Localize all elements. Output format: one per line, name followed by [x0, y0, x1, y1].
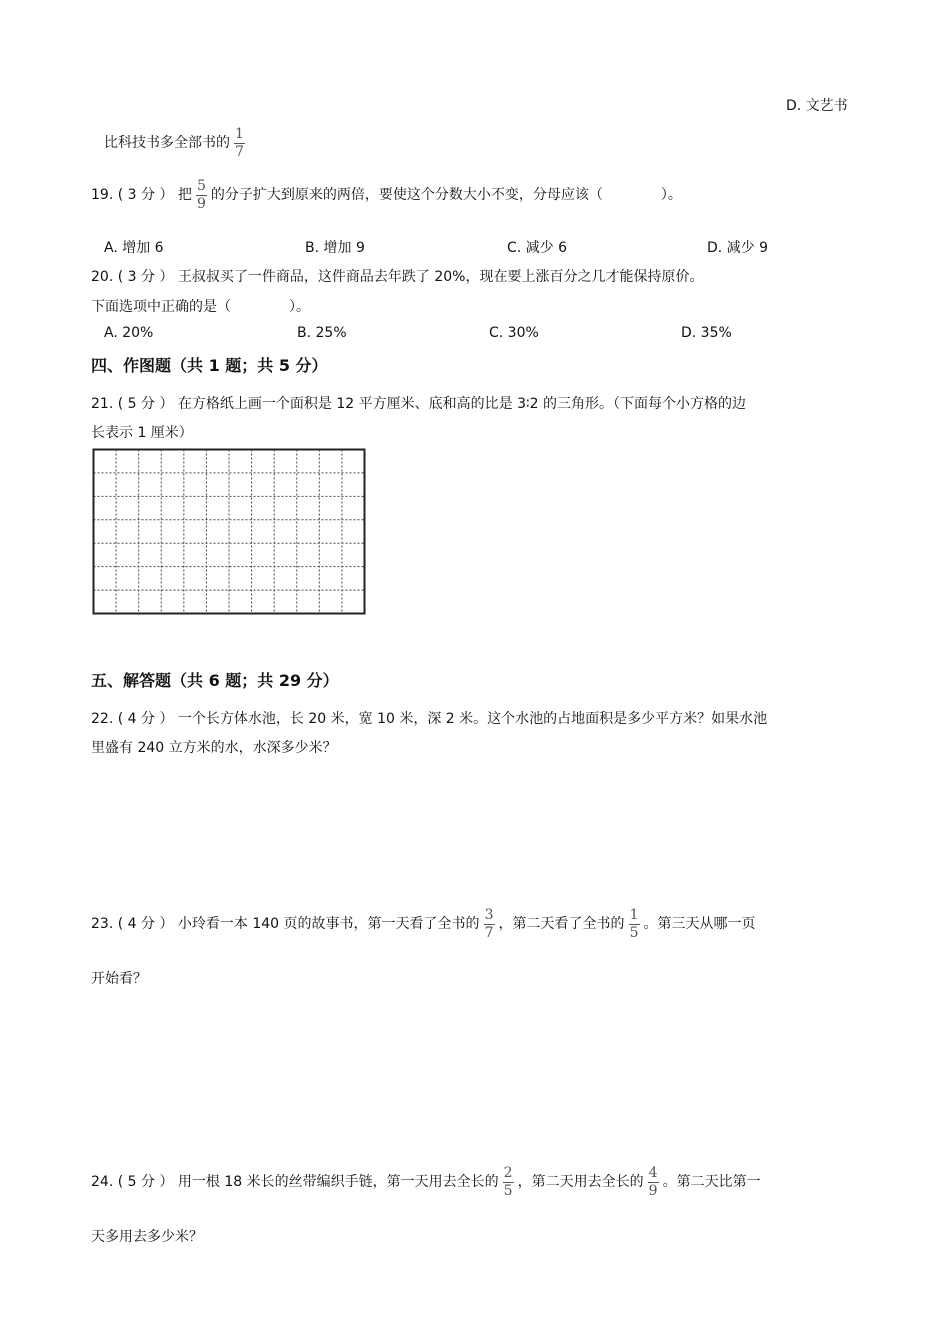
- q20-line2: [91, 296, 310, 316]
- q20-score: ( 3 分 ）: [117, 269, 174, 285]
- square-grid: [92, 448, 366, 615]
- question-23: [91, 904, 756, 944]
- q23-line2: 开始看？: [91, 971, 147, 987]
- q18-fraction: $\frac{1}{7}$: [235, 125, 244, 160]
- q21-line2: 长表示 1 厘米）: [91, 425, 193, 441]
- question-24: [91, 1162, 761, 1202]
- q20-line2-a: 下面选项中正确的是（: [91, 299, 231, 315]
- q19-text-b: 的分子扩大到原来的两倍，要使这个分数大小不变，分母应该（: [210, 187, 603, 203]
- q19-score: ( 3 分 ）: [117, 187, 174, 203]
- q23-fraction-1: $\frac{3}{7}$: [484, 906, 494, 941]
- q19-text-c: ）。: [660, 187, 682, 203]
- q19-number: 19.: [91, 187, 114, 203]
- section-5-title: 五、解答题（共 6 题；共 29 分）: [91, 671, 339, 690]
- q20-option-b: B. 25%: [297, 325, 347, 341]
- q23-text-c: 。第三天从哪一页: [643, 916, 756, 932]
- section-4-title: 四、作图题（共 1 题；共 5 分）: [91, 356, 328, 375]
- q18-continuation: [104, 124, 249, 162]
- q23-text-b: ，第二天看了全书的: [498, 916, 625, 932]
- grid-svg: [92, 448, 366, 615]
- q23-fraction-2: $\frac{1}{5}$: [629, 906, 639, 941]
- q19-fraction: $\frac{5}{9}$: [196, 177, 206, 212]
- q24-fraction-1: $\frac{2}{5}$: [503, 1164, 513, 1199]
- q22-line2: 里盛有 240 立方米的水，水深多少米？: [91, 740, 337, 756]
- q24-fraction-2: $\frac{4}{9}$: [648, 1164, 658, 1199]
- q24-number: 24.: [91, 1174, 114, 1190]
- q18-option-d: D. 文艺书: [786, 98, 848, 114]
- q22-number: 22.: [91, 711, 114, 727]
- q19-option-b: B. 增加 9: [305, 240, 365, 256]
- q24-text-c: 。第二天比第一: [662, 1174, 761, 1190]
- q20-text: 王叔叔买了一件商品，这件商品去年跌了 20%，现在要上涨百分之几才能保持原价。: [177, 269, 704, 285]
- q24-score: ( 5 分 ）: [117, 1174, 174, 1190]
- q18-text: 比科技书多全部书的: [104, 135, 230, 151]
- question-21: [91, 393, 746, 413]
- q20-option-a: A. 20%: [104, 325, 154, 341]
- q21-score: ( 5 分 ）: [117, 396, 174, 412]
- q19-option-d: D. 减少 9: [707, 240, 769, 256]
- q20-option-d: D. 35%: [681, 325, 732, 341]
- q23-text-a: 小玲看一本 140 页的故事书，第一天看了全书的: [177, 916, 480, 932]
- q20-number: 20.: [91, 269, 114, 285]
- q19-option-a: A. 增加 6: [104, 240, 164, 256]
- q24-text-b: ，第二天用去全长的: [517, 1174, 644, 1190]
- q19-text-a: 把: [177, 187, 192, 203]
- q24-line2: 天多用去多少米？: [91, 1229, 203, 1245]
- q23-number: 23.: [91, 916, 114, 932]
- q24-text-a: 用一根 18 米长的丝带编织手链，第一天用去全长的: [177, 1174, 499, 1190]
- q19-option-c: C. 减少 6: [507, 240, 568, 256]
- q21-number: 21.: [91, 396, 114, 412]
- q23-score: ( 4 分 ）: [117, 916, 174, 932]
- q22-score: ( 4 分 ）: [117, 711, 174, 727]
- question-19: [91, 176, 682, 214]
- q21-line1: 在方格纸上画一个面积是 12 平方厘米、底和高的比是 3∶2 的三角形。（下面每个小方格的边: [177, 396, 746, 412]
- q20-line2-b: ）。: [289, 299, 310, 315]
- q20-option-c: C. 30%: [489, 325, 539, 341]
- q22-line1: 一个长方体水池，长 20 米，宽 10 米，深 2 米。这个水池的占地面积是多少平方米？如果水池: [177, 711, 768, 727]
- question-22: [91, 708, 767, 728]
- question-20: [91, 266, 703, 286]
